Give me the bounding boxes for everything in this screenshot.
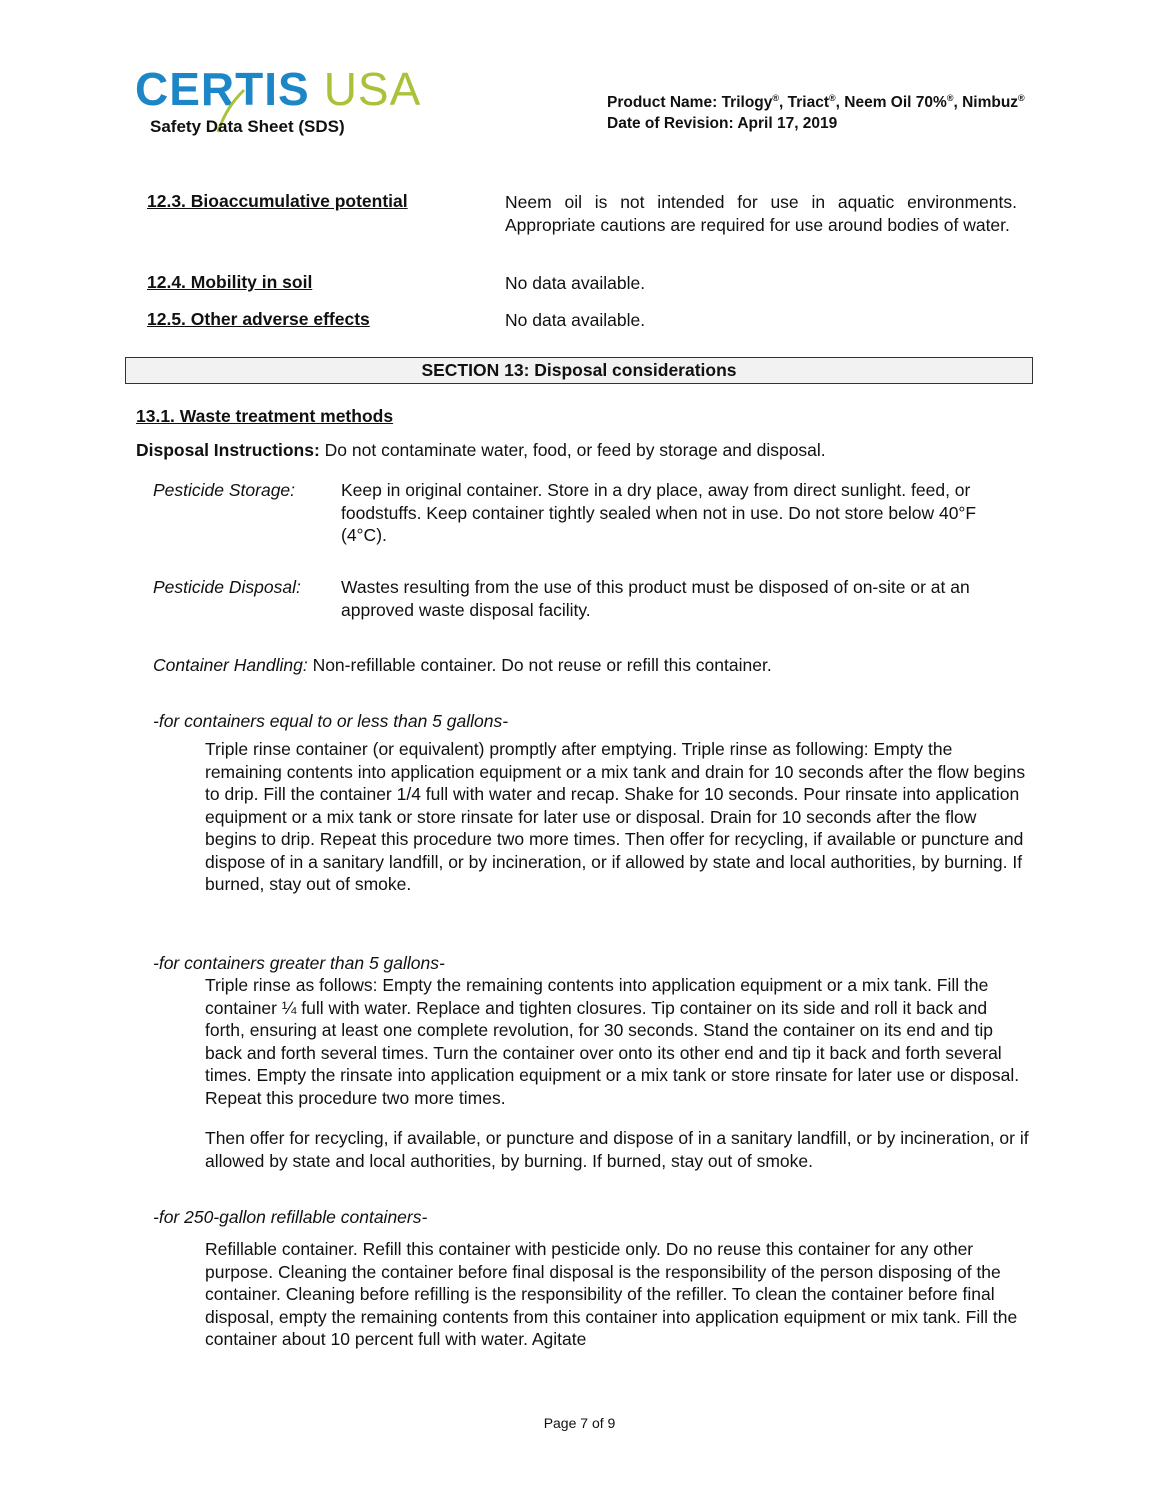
storage-text: Keep in original container. Store in a dry place, away from direct sunlight. feed, or foodstuffs. Keep container tightly sealed when not in use. Do not store below 40°F (4°C). <box>341 480 977 545</box>
disposal-text: Do not contaminate water, food, or feed by storage and disposal. <box>324 440 826 460</box>
product-name: Product Name: Trilogy®, Triact®, Neem Oil 70%®, Nimbuz® <box>607 93 1025 112</box>
storage-label: Pesticide Storage: <box>153 480 296 500</box>
section-12-5-text: No data available. <box>505 310 646 330</box>
page-number: Page 7 of 9 <box>543 1415 616 1431</box>
large-container-text: Triple rinse as follows: Empty the remaining contents into application equipment or a mix tank. Fill the container ¼ full with water. Replace and tighten closures. Tip container on its side and roll it back and forth, ensuring at least one complete revolution, for 30 seconds. Stand the container on its end and tip back and forth several times. Turn the container over onto its other end and tip it back and forth several times. Empty the rinsate into application equipment or a mix tank or store rinsate for later use or disposal. Repeat this procedure two more times. <box>205 975 1020 1108</box>
logo-certis-text: CERTIS <box>135 63 310 115</box>
document-title: Safety Data Sheet (SDS) <box>150 117 345 136</box>
container-handling <box>153 654 772 677</box>
section-13-header: SECTION 13: Disposal considerations <box>125 357 1033 384</box>
section-12-4-label: 12.4. Mobility in soil <box>147 272 313 292</box>
section-12-5-label: 12.5. Other adverse effects <box>147 309 370 329</box>
section-12-3-text: Neem oil is not intended for use in aquatic environments. Appropriate cautions are required for use around bodies of water. <box>505 192 1017 235</box>
disposal-label: Disposal Instructions: <box>136 440 320 460</box>
section-13-1-heading: 13.1. Waste treatment methods <box>136 406 394 426</box>
large-container-heading: -for containers greater than 5 gallons- <box>153 953 445 973</box>
small-container-text: Triple rinse container (or equivalent) promptly after emptying. Triple rinse as following: Empty the remaining contents into application equipment or a mix tank and drain for 10 seconds after the flow begins to drip. Fill the container 1/4 full with water and recap. Shake for 10 seconds. Pour rinsate into application equipment or a mix tank or store rinsate for later use or disposal. Drain for 10 seconds after the flow begins to drip. Repeat this procedure two more times. Then offer for recycling, if available or puncture and dispose of in a sanitary landfill, or by incineration, or if allowed by state and local authorities, by burning. If burned, stay out of smoke. <box>205 739 1026 894</box>
section-12-4-text: No data available. <box>505 273 646 293</box>
small-container-heading: -for containers equal to or less than 5 gallons- <box>153 711 509 731</box>
container-handling-label: Container Handling: <box>153 655 308 675</box>
container-handling-text: Non-refillable container. Do not reuse or refill this container. <box>312 655 772 675</box>
logo-usa-text: USA <box>323 63 422 115</box>
certis-usa-logo <box>135 62 421 116</box>
refillable-container-text: Refillable container. Refill this container with pesticide only. Do no reuse this container for any other purpose. Cleaning the container before final disposal is the responsibility of the person disposing of the container. Cleaning before refilling is the responsibility of the refiller. To clean the container before final disposal, empty the remaining contents from this container into application equipment or mix tank. Fill the container about 10 percent full with water. Agitate <box>205 1239 1018 1349</box>
disposal-instructions <box>136 439 826 462</box>
refillable-container-heading: -for 250-gallon refillable containers- <box>153 1207 428 1227</box>
section-12-3-label: 12.3. Bioaccumulative potential <box>147 191 408 211</box>
large-container-text-2: Then offer for recycling, if available, or puncture and dispose of in a sanitary landfill, or by incineration, or if allowed by state and local authorities, by burning. If burned, stay out of smoke. <box>205 1128 1029 1171</box>
revision-date: Date of Revision: April 17, 2019 <box>607 115 838 132</box>
pesticide-disposal-label: Pesticide Disposal: <box>153 577 301 597</box>
pesticide-disposal-text: Wastes resulting from the use of this product must be disposed of on-site or at an approved waste disposal facility. <box>341 577 970 620</box>
